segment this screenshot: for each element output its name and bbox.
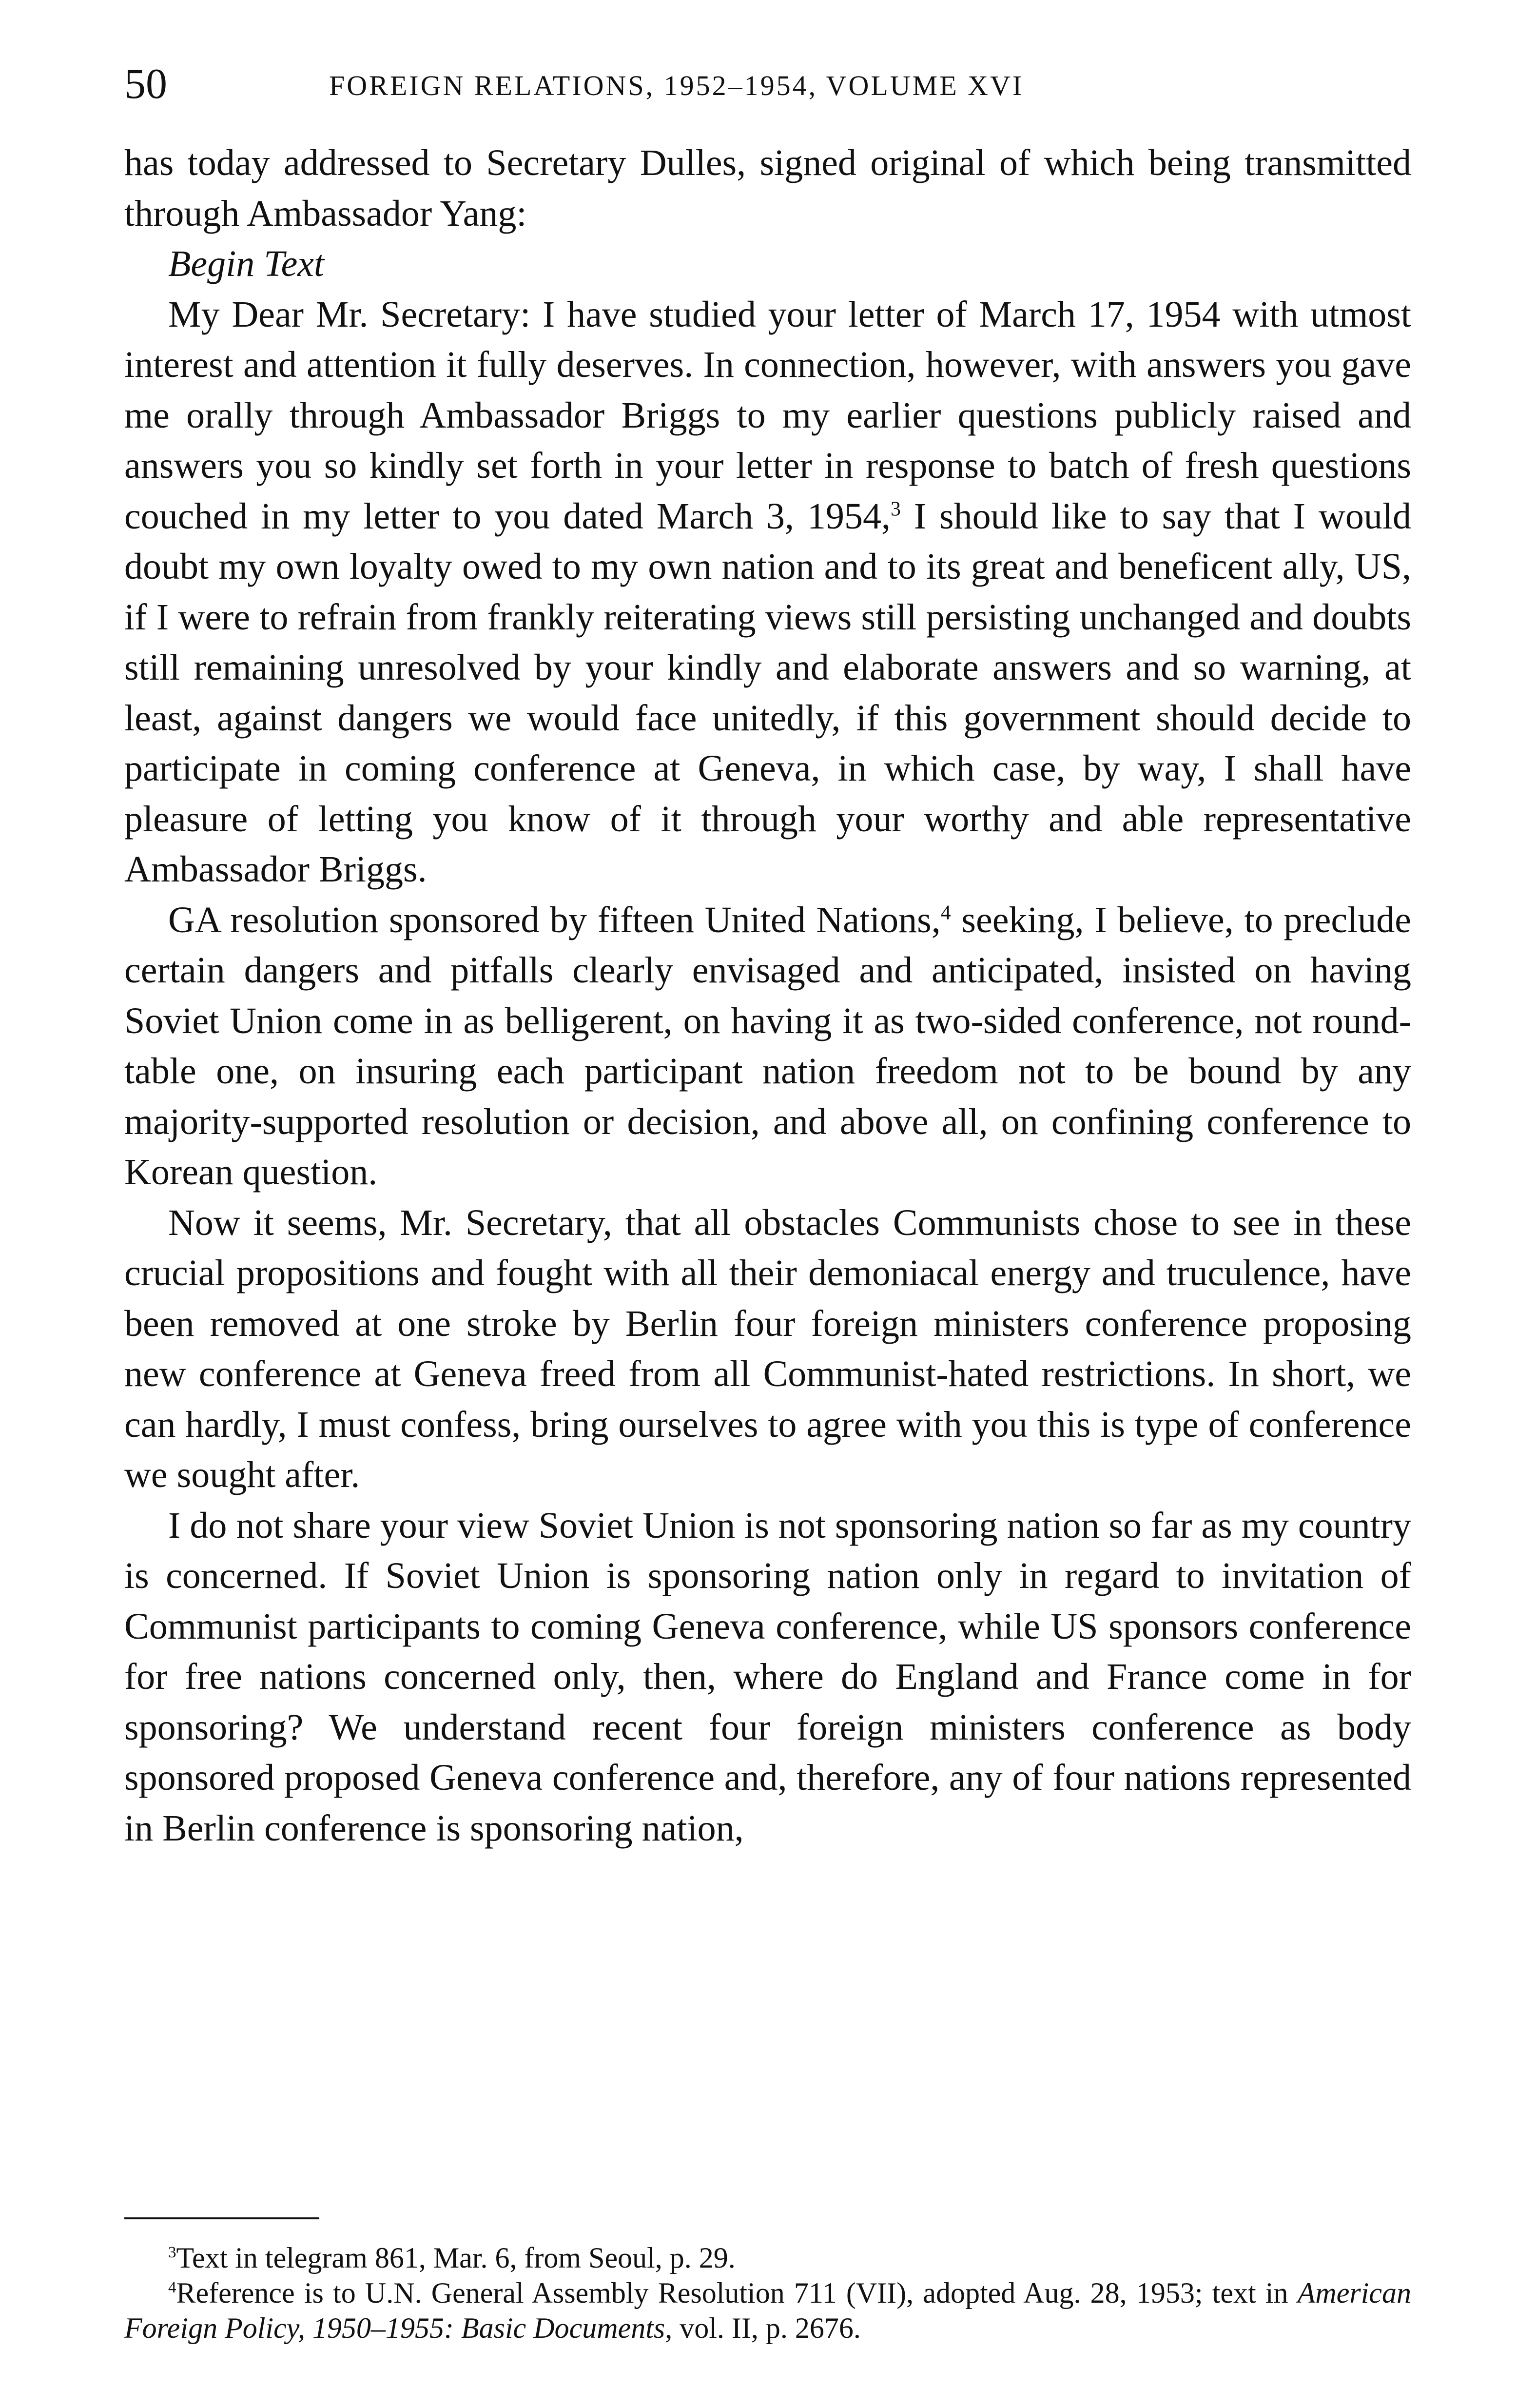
paragraph-text: GA resolution sponsored by fifteen United Nations,	[168, 899, 941, 940]
paragraph-ga-resolution	[124, 895, 1411, 1198]
paragraph-text: seeking, I believe, to preclude certain dangers and pitfalls clearly envisaged and anticipated, insisted on having Soviet Union come in as belligerent, on having it as two-sided conference, not round-table one, on insuring each participant nation freedom not to be bound by any majority-supported resolution or decision, and above all, on confining conference to Korean question.	[124, 899, 1411, 1193]
running-header	[124, 58, 1411, 111]
footnote-ref-4[interactable]: 4	[940, 901, 951, 924]
paragraph-obstacles: Now it seems, Mr. Secretary, that all obstacles Communists chose to see in these crucial propositions and fought with all their demoniacal energy and truculence, have been removed at one stroke by Berlin four foreign ministers conference proposing new conference at Geneva freed from all Communist-hated restrictions. In short, we can hardly, I must confess, bring ourselves to agree with you this is type of conference we sought after.	[124, 1202, 1411, 1495]
paragraph-sponsoring: I do not share your view Soviet Union is not sponsoring nation so far as my country is concerned. If Soviet Union is sponsoring nation only in regard to invitation of Communist participants to coming Geneva conference, while US sponsors conference for free nations concerned only, then, where do England and France come in for sponsoring? We understand recent four foreign ministers conference as body sponsored proposed Geneva conference and, therefore, any of four nations represented in Berlin conference is sponsoring nation,	[124, 1505, 1411, 1849]
footnote-text: , vol. II, p. 2676.	[665, 2312, 861, 2344]
paragraph-text: I should like to say that I would doubt my own loyalty owed to my own nation and to its great and beneficent ally, US, if I were to refrain from frankly reiterating views still persisting unchanged and doubts still remaining unresolved by your kindly and elaborate answers and so warning, at least, against dangers we would face unitedly, if this government should decide to participate in coming conference at Geneva, in which case, by way, I shall have pleasure of letting you know of it through your worthy and able representative Ambassador Briggs.	[124, 495, 1411, 890]
footnote-4	[124, 2275, 1411, 2346]
footnote-3	[124, 2240, 1411, 2275]
page-number: 50	[124, 60, 167, 108]
volume-title: FOREIGN RELATIONS, 1952–1954, VOLUME XVI	[329, 70, 1024, 101]
begin-text-label: Begin Text	[168, 243, 325, 284]
paragraph-salutation	[124, 290, 1411, 895]
footnote-text: Reference is to U.N. General Assembly Resolution 711 (VII), adopted Aug. 28, 1953; text in	[176, 2277, 1298, 2309]
footnote-divider	[124, 2217, 319, 2219]
footnote-marker: 4	[168, 2279, 176, 2296]
paragraph-continued: has today addressed to Secretary Dulles, signed original of which being transmitted through Ambassador Yang:	[124, 142, 1411, 234]
footnote-ref-3[interactable]: 3	[890, 498, 901, 521]
footnote-text: Text in telegram 861, Mar. 6, from Seoul, p. 29.	[176, 2242, 736, 2274]
footnotes	[124, 2240, 1411, 2346]
source-title: American Foreign Policy, 1950–1955: Basic Documents	[124, 2277, 1411, 2344]
body-text	[124, 138, 1411, 1854]
paragraph-text: My Dear Mr. Secretary: I have studied your letter of March 17, 1954 with utmost interest and attention it fully deserves. In connection, however, with answers you gave me orally through Ambassador Briggs to my earlier questions publicly raised and answers you so kindly set forth in your letter in response to batch of fresh questions couched in my letter to you dated March 3, 1954,	[124, 294, 1411, 537]
footnote-marker: 3	[168, 2244, 176, 2261]
